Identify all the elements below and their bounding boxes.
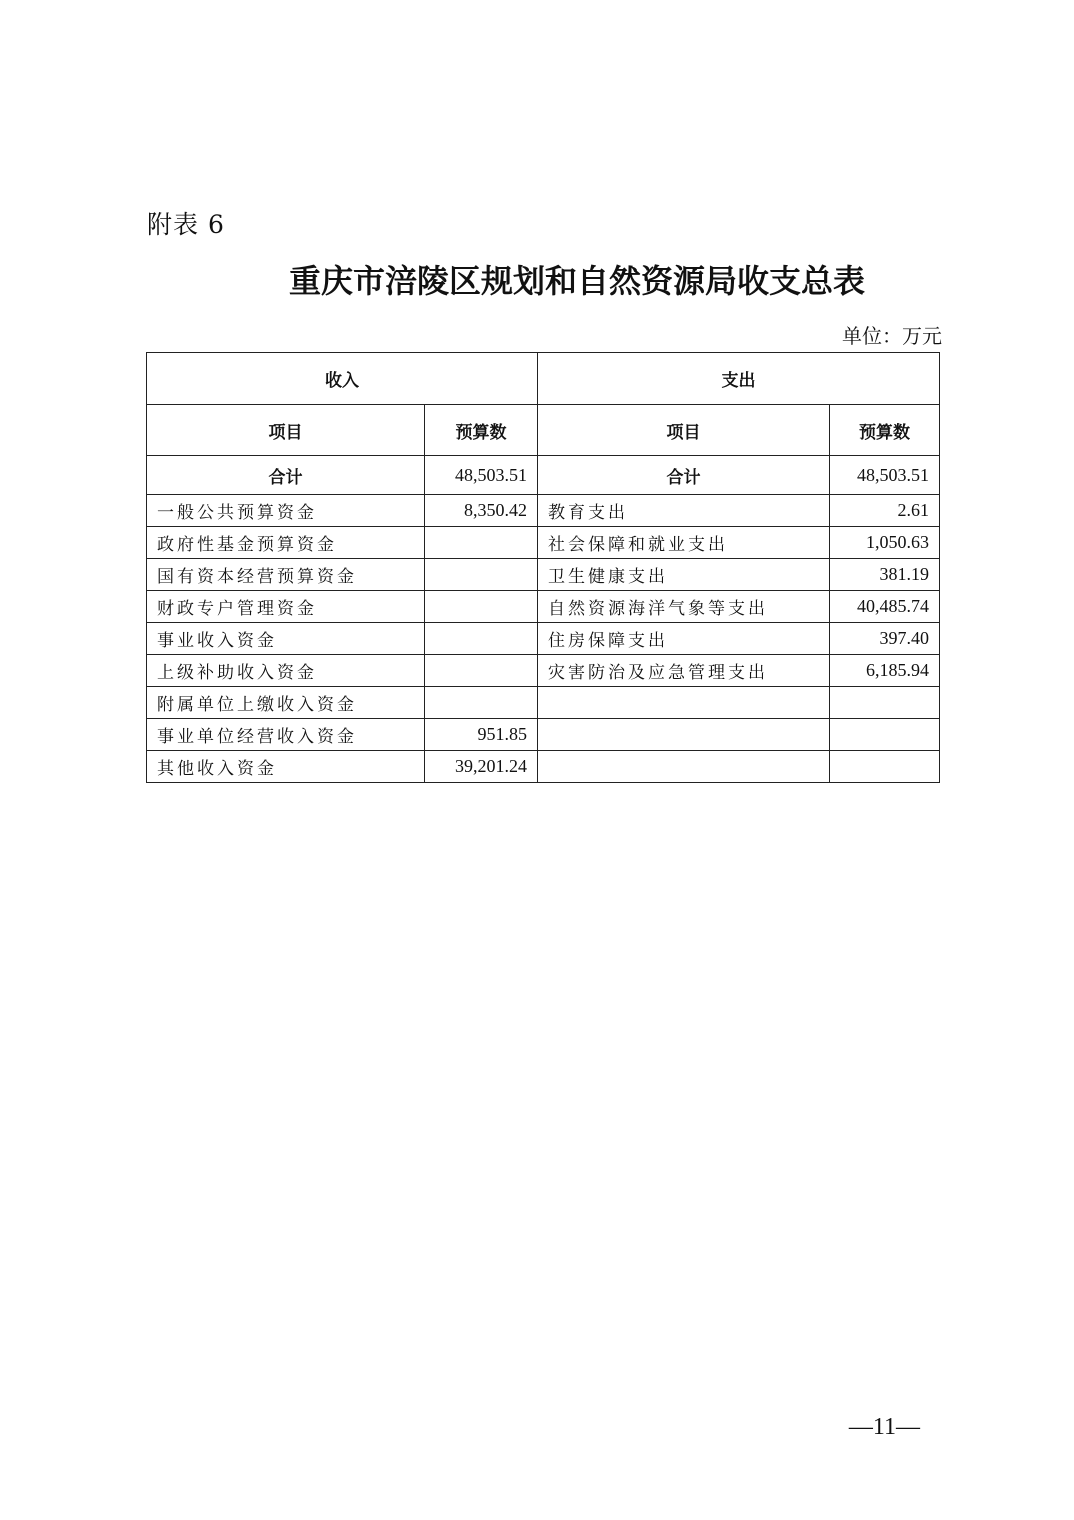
expense-value — [830, 719, 940, 751]
expense-total-label: 合计 — [538, 456, 830, 495]
table-row — [147, 527, 940, 559]
income-total-label: 合计 — [147, 456, 425, 495]
income-value — [425, 527, 538, 559]
page-title: 重庆市涪陵区规划和自然资源局收支总表 — [288, 262, 865, 300]
expense-item: 社会保障和就业支出 — [538, 527, 830, 559]
expense-value — [830, 751, 940, 783]
income-value — [425, 559, 538, 591]
expense-item: 教育支出 — [538, 495, 830, 527]
expense-item: 灾害防治及应急管理支出 — [538, 655, 830, 687]
income-item-column-header: 项目 — [147, 405, 425, 456]
income-value — [425, 591, 538, 623]
table-row — [147, 751, 940, 783]
table-row — [147, 495, 940, 527]
income-value: 39,201.24 — [425, 751, 538, 783]
unit-label: 单位：万元 — [842, 324, 942, 348]
income-item: 一般公共预算资金 — [147, 495, 425, 527]
expense-value: 1,050.63 — [830, 527, 940, 559]
page-number: —11— — [848, 1414, 920, 1440]
table-row — [147, 655, 940, 687]
appendix-label: 附表 6 — [147, 210, 225, 239]
income-item: 事业收入资金 — [147, 623, 425, 655]
expense-value: 2.61 — [830, 495, 940, 527]
income-value — [425, 655, 538, 687]
income-total-value: 48,503.51 — [425, 456, 538, 495]
table-row — [147, 719, 940, 751]
expense-item — [538, 687, 830, 719]
income-item: 国有资本经营预算资金 — [147, 559, 425, 591]
expense-item — [538, 719, 830, 751]
income-budget-column-header: 预算数 — [425, 405, 538, 456]
income-item: 上级补助收入资金 — [147, 655, 425, 687]
expense-item-column-header: 项目 — [538, 405, 830, 456]
income-value: 8,350.42 — [425, 495, 538, 527]
expense-item: 自然资源海洋气象等支出 — [538, 591, 830, 623]
income-item: 政府性基金预算资金 — [147, 527, 425, 559]
expense-item: 卫生健康支出 — [538, 559, 830, 591]
table-row — [147, 559, 940, 591]
total-row — [147, 456, 940, 495]
table-row — [147, 623, 940, 655]
income-section-header: 收入 — [147, 353, 538, 405]
budget-summary-table — [146, 352, 940, 783]
table-row — [147, 591, 940, 623]
expense-total-value: 48,503.51 — [830, 456, 940, 495]
expense-value: 40,485.74 — [830, 591, 940, 623]
column-header-row — [147, 405, 940, 456]
expense-section-header: 支出 — [538, 353, 940, 405]
income-item: 事业单位经营收入资金 — [147, 719, 425, 751]
income-value: 951.85 — [425, 719, 538, 751]
income-value — [425, 623, 538, 655]
expense-value: 6,185.94 — [830, 655, 940, 687]
table-row — [147, 687, 940, 719]
section-header-row — [147, 353, 940, 405]
expense-value — [830, 687, 940, 719]
expense-value: 397.40 — [830, 623, 940, 655]
expense-item — [538, 751, 830, 783]
income-value — [425, 687, 538, 719]
income-item: 其他收入资金 — [147, 751, 425, 783]
expense-budget-column-header: 预算数 — [830, 405, 940, 456]
expense-item: 住房保障支出 — [538, 623, 830, 655]
expense-value: 381.19 — [830, 559, 940, 591]
income-item: 财政专户管理资金 — [147, 591, 425, 623]
income-item: 附属单位上缴收入资金 — [147, 687, 425, 719]
